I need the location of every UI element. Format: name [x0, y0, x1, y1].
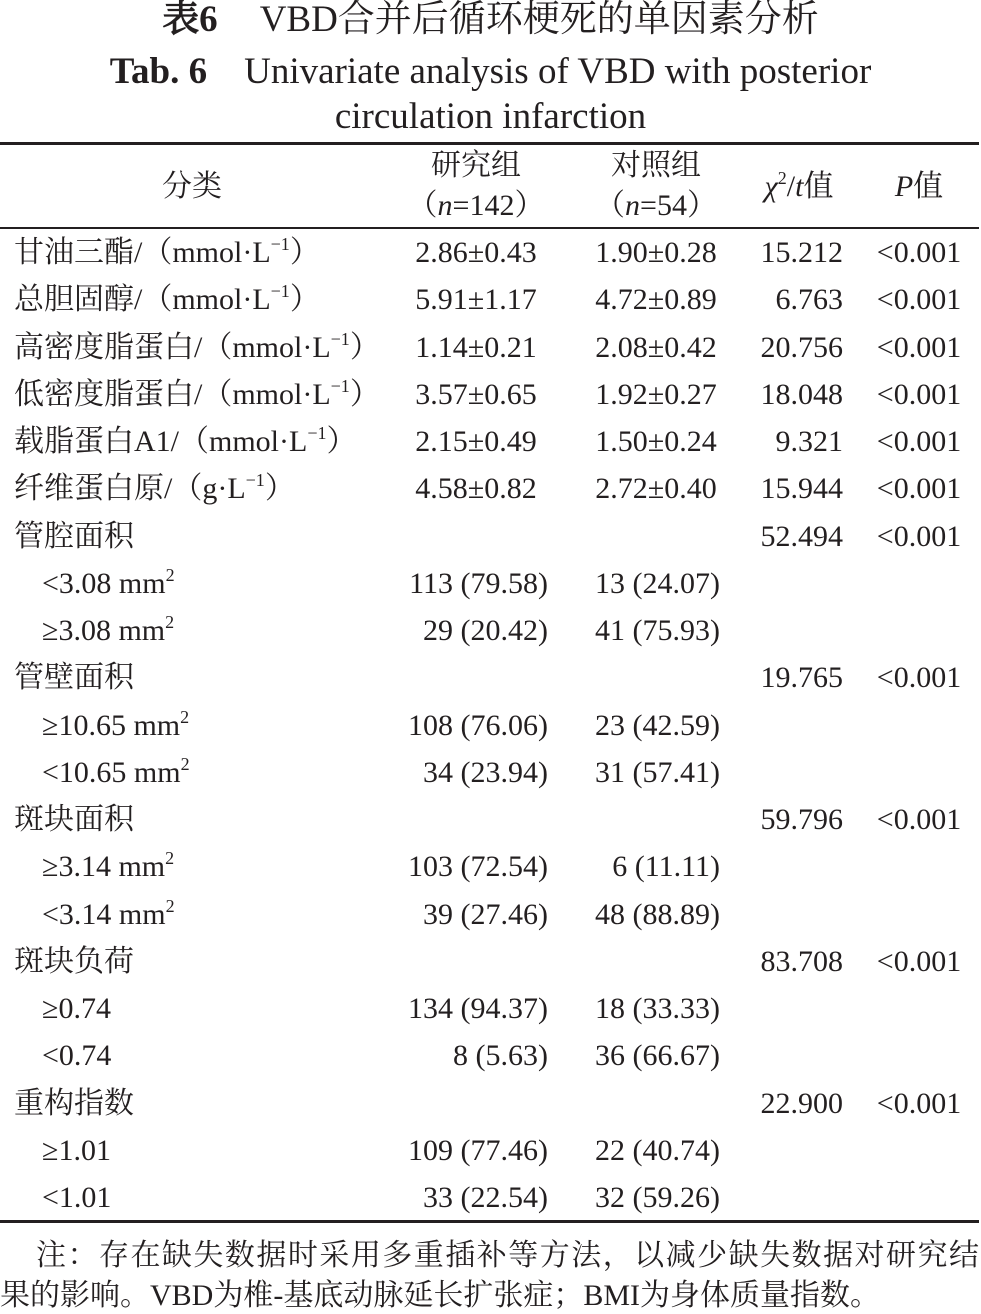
study-group-count: 34 (23.94) — [423, 755, 548, 789]
level-label — [42, 749, 190, 796]
p-value: <0.001 — [876, 236, 962, 269]
table-row-level — [0, 985, 981, 1032]
table-row-level — [0, 702, 981, 749]
header-chi-superscript: 2 — [777, 168, 787, 188]
unit-close: ） — [326, 425, 357, 458]
level-label — [42, 1127, 111, 1174]
table-row-level — [0, 891, 981, 938]
table-row-level — [0, 1174, 981, 1221]
table-caption-english — [0, 51, 981, 92]
p-value: <0.001 — [876, 803, 962, 836]
level-label — [42, 560, 175, 607]
measure-unit: /（g·L — [164, 472, 246, 506]
measure-unit: /（mmol·L — [134, 236, 271, 269]
row-label — [14, 418, 356, 465]
control-group-count: 23 (42.59) — [595, 708, 720, 742]
measure-unit: /（mmol·L — [194, 377, 331, 411]
table-row — [0, 465, 981, 512]
table-row — [0, 324, 981, 371]
study-group-count: 103 (72.54) — [408, 850, 548, 884]
level-superscript: 2 — [165, 848, 175, 869]
group-label: 斑块负荷 — [14, 944, 134, 978]
control-group-count: 18 (33.33) — [595, 992, 720, 1025]
row-label — [14, 465, 295, 512]
p-value: <0.001 — [876, 1086, 962, 1120]
header-study-n-value: =142） — [452, 189, 545, 222]
p-value: <0.001 — [876, 944, 962, 978]
measure-unit: /（mmol·L — [134, 283, 271, 317]
table-caption-english-continued — [0, 96, 981, 137]
measure-name: 低密度脂蛋白 — [14, 377, 194, 411]
header-study-group-size — [396, 186, 556, 226]
test-statistic-value: 19.765 — [760, 661, 843, 695]
level-label — [42, 1032, 111, 1079]
p-value: <0.001 — [876, 425, 962, 458]
header-control-n-symbol: n — [625, 189, 641, 222]
table-row-group — [0, 938, 981, 985]
header-study-open-paren: （ — [407, 189, 438, 222]
test-statistic-value: 15.944 — [760, 472, 843, 506]
unit-superscript: −1 — [330, 328, 350, 349]
level-text: ≥10.65 mm — [42, 708, 181, 742]
table-row-level — [0, 1127, 981, 1174]
measure-name: 高密度脂蛋白 — [14, 330, 194, 364]
unit-close: ） — [349, 377, 380, 411]
header-control-group-size — [576, 186, 736, 226]
level-label — [42, 1174, 111, 1221]
test-statistic-value: 20.756 — [760, 330, 843, 364]
table-row-level — [0, 607, 981, 654]
level-label — [42, 843, 174, 890]
unit-superscript: −1 — [307, 423, 327, 443]
study-group-value: 1.14±0.21 — [415, 330, 537, 364]
test-statistic-value: 18.048 — [760, 377, 843, 411]
control-group-count: 22 (40.74) — [595, 1133, 720, 1167]
level-text: ≥1.01 — [42, 1133, 111, 1167]
study-group-count: 39 (27.46) — [423, 897, 548, 931]
header-category-label: 分类 — [162, 170, 222, 203]
table-row-level — [0, 843, 981, 890]
test-statistic-value: 9.321 — [775, 425, 843, 458]
measure-name: 甘油三酯 — [14, 236, 134, 269]
study-group-count: 113 (79.58) — [409, 566, 548, 600]
study-group-count: 109 (77.46) — [408, 1133, 548, 1167]
level-text: ≥3.14 mm — [42, 850, 166, 884]
table-note-line2: 果的影响。VBD为椎-基底动脉延长扩张症；BMI为身体质量指数。 — [0, 1279, 881, 1312]
level-superscript: 2 — [180, 706, 190, 727]
header-chi-symbol: χ — [764, 170, 778, 203]
table-row-level — [0, 560, 981, 607]
group-label: 管壁面积 — [14, 661, 134, 695]
header-control-open-paren: （ — [595, 189, 626, 222]
study-group-count: 108 (76.06) — [408, 708, 548, 742]
unit-superscript: −1 — [245, 470, 265, 491]
unit-close: ） — [349, 330, 380, 364]
study-group-count: 33 (22.54) — [423, 1181, 548, 1214]
table-number-chinese: 表6 — [162, 0, 218, 40]
row-label — [14, 276, 320, 323]
header-t-symbol: t — [795, 170, 804, 203]
header-study-group-name: 研究组 — [431, 149, 521, 182]
study-group-count: 29 (20.42) — [423, 614, 548, 647]
table-title-english-line2: circulation infarction — [334, 96, 647, 137]
control-group-count: 36 (66.67) — [595, 1039, 720, 1073]
test-statistic-value: 15.212 — [760, 236, 843, 269]
table-row-group — [0, 654, 981, 701]
header-p-value — [859, 167, 979, 207]
study-group-count: 134 (94.37) — [408, 992, 548, 1025]
header-study-n-symbol: n — [437, 189, 453, 222]
table-row — [0, 229, 981, 276]
level-text: ≥0.74 — [42, 992, 111, 1025]
header-slash: / — [786, 170, 796, 203]
control-group-count: 6 (11.11) — [612, 850, 720, 884]
test-statistic-value: 6.763 — [775, 283, 843, 317]
control-group-value: 4.72±0.89 — [595, 283, 717, 317]
level-text: <10.65 mm — [42, 755, 181, 789]
control-group-count: 41 (75.93) — [595, 614, 720, 647]
table-row-group — [0, 796, 981, 843]
unit-superscript: −1 — [270, 234, 290, 254]
study-group-count: 8 (5.63) — [453, 1039, 548, 1073]
level-text: <3.14 mm — [42, 897, 166, 931]
control-group-count: 32 (59.26) — [595, 1181, 720, 1214]
unit-close: ） — [289, 236, 320, 269]
test-statistic-value: 59.796 — [760, 803, 843, 836]
group-label: 斑块面积 — [14, 803, 134, 836]
test-statistic-value: 83.708 — [760, 944, 843, 978]
control-group-count: 13 (24.07) — [595, 566, 720, 600]
control-group-count: 31 (57.41) — [595, 755, 720, 789]
control-group-value: 1.50±0.24 — [595, 425, 717, 458]
header-stat-suffix: 值 — [803, 170, 834, 203]
table-row-group — [0, 1080, 981, 1127]
study-group-value: 2.15±0.49 — [415, 425, 537, 458]
header-test-statistic — [739, 167, 859, 207]
measure-name: 载脂蛋白A1 — [14, 425, 171, 458]
study-group-value: 5.91±1.17 — [415, 283, 537, 317]
group-label: 管腔面积 — [14, 519, 134, 553]
table-body — [0, 229, 981, 1221]
measure-name: 纤维蛋白原 — [14, 472, 164, 506]
bottom-rule — [0, 1220, 979, 1223]
level-text: <1.01 — [42, 1181, 112, 1214]
header-control-group-name: 对照组 — [611, 149, 701, 182]
row-label — [14, 229, 320, 276]
measure-name: 总胆固醇 — [14, 283, 134, 317]
level-text: <0.74 — [42, 1039, 112, 1073]
table-row — [0, 276, 981, 323]
level-label — [42, 702, 189, 749]
header-control-n-value: =54） — [640, 189, 717, 222]
unit-close: ） — [264, 472, 295, 506]
header-control-group — [576, 146, 736, 226]
level-superscript: 2 — [165, 564, 175, 585]
level-label — [42, 607, 174, 654]
table-title-chinese: VBD合并后循环梗死的单因素分析 — [259, 0, 819, 40]
header-category — [92, 167, 292, 207]
level-text: <3.08 mm — [42, 566, 166, 600]
level-text: ≥3.08 mm — [42, 614, 166, 647]
table-row-level — [0, 749, 981, 796]
control-group-count: 48 (88.89) — [595, 897, 720, 931]
measure-unit: /（mmol·L — [194, 330, 331, 364]
level-label — [42, 985, 111, 1032]
level-label — [42, 891, 175, 938]
p-value: <0.001 — [876, 283, 962, 317]
header-p-suffix: 值 — [913, 170, 944, 203]
row-label — [14, 324, 380, 371]
unit-close: ） — [289, 283, 320, 317]
measure-unit: /（mmol·L — [170, 425, 308, 458]
top-rule — [0, 142, 979, 145]
table-row — [0, 418, 981, 465]
table-row-level — [0, 1032, 981, 1079]
unit-superscript: −1 — [270, 281, 290, 302]
p-value: <0.001 — [876, 377, 962, 411]
p-value: <0.001 — [876, 519, 962, 553]
table-note-line1: 注：存在缺失数据时采用多重插补等方法，以减少缺失数据对研究结 — [36, 1239, 979, 1272]
study-group-value: 3.57±0.65 — [415, 377, 537, 411]
p-value: <0.001 — [876, 472, 962, 506]
table-caption-chinese — [0, 1, 981, 39]
control-group-value: 2.72±0.40 — [595, 472, 717, 506]
control-group-value: 1.92±0.27 — [595, 377, 717, 411]
study-group-value: 4.58±0.82 — [415, 472, 537, 506]
table-row — [0, 371, 981, 418]
test-statistic-value: 52.494 — [760, 519, 843, 553]
p-value: <0.001 — [876, 330, 962, 364]
level-superscript: 2 — [165, 895, 175, 916]
row-label — [14, 371, 380, 418]
table-row-group — [0, 513, 981, 560]
control-group-value: 2.08±0.42 — [595, 330, 717, 364]
group-label: 重构指数 — [14, 1086, 134, 1120]
control-group-value: 1.90±0.28 — [595, 236, 717, 269]
table-number-english: Tab. 6 — [109, 51, 208, 92]
test-statistic-value: 22.900 — [760, 1086, 843, 1120]
header-study-group — [396, 146, 556, 226]
study-group-value: 2.86±0.43 — [415, 236, 537, 269]
unit-superscript: −1 — [330, 375, 350, 396]
table-title-english-line1: Univariate analysis of VBD with posterior — [244, 51, 872, 92]
header-p-symbol: P — [894, 170, 914, 203]
p-value: <0.001 — [876, 661, 962, 695]
level-superscript: 2 — [180, 753, 190, 774]
level-superscript: 2 — [165, 612, 175, 632]
